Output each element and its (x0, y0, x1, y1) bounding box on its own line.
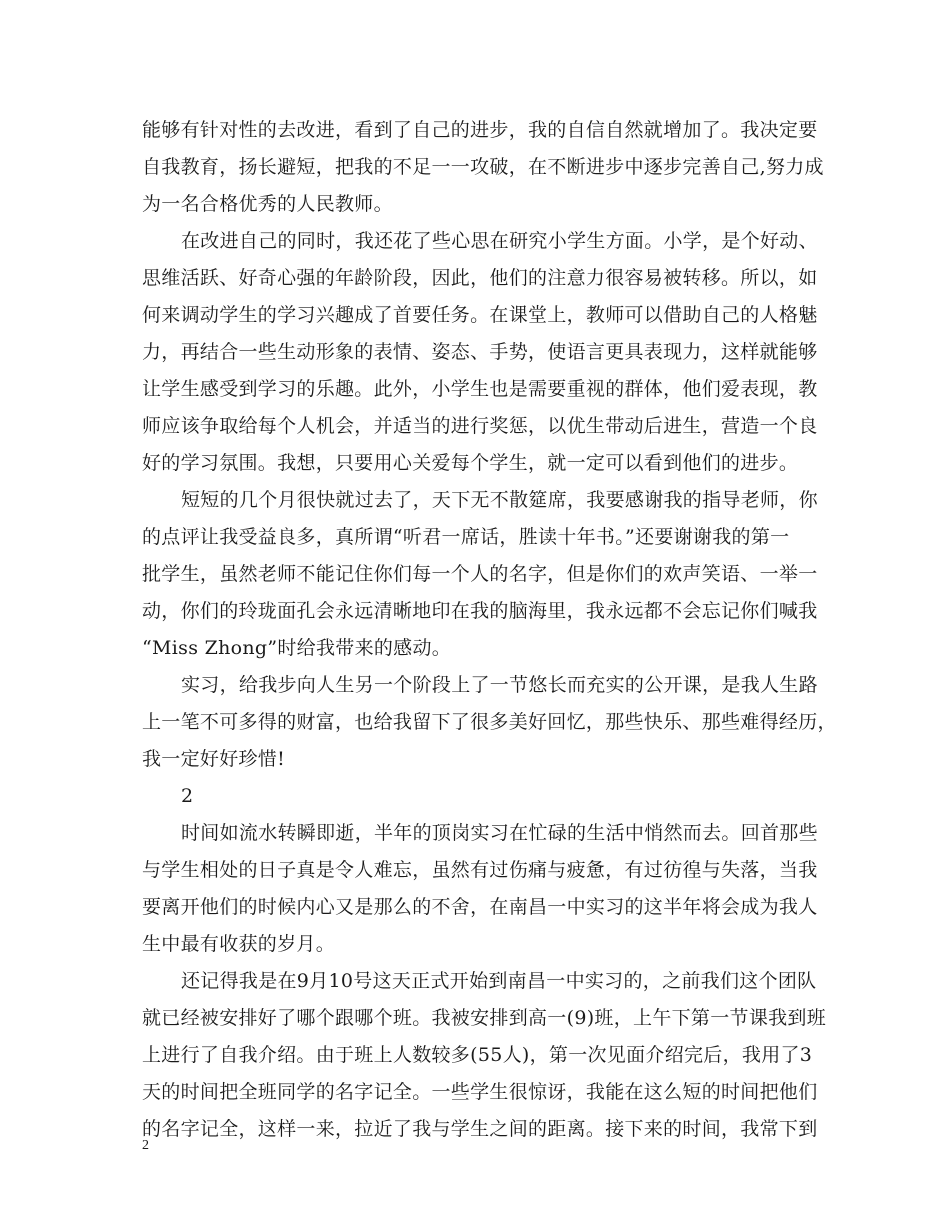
paragraph-start-line: 实习，给我步向人生另一个阶段上了一节悠长而充实的公开课，是我人生路 (181, 674, 818, 696)
text-line: 我一定好好珍惜! (142, 748, 286, 770)
text-line: 力，再结合一些生动形象的表情、姿态、手势，使语言更具表现力，这样就能够 (142, 341, 818, 363)
paragraph-start-line: 在改进自己的同时，我还花了些心思在研究小学生方面。小学，是个好动、 (181, 230, 818, 252)
text-line: 就已经被安排好了哪个跟哪个班。我被安排到高一(9)班，上午下第一节课我到班 (142, 1007, 827, 1029)
paragraph-start-line: 短短的几个月很快就过去了，天下无不散筵席，我要感谢我的指导老师，你 (181, 489, 818, 511)
text-line: 何来调动学生的学习兴趣成了首要任务。在课堂上，教师可以借助自己的人格魅 (142, 304, 818, 326)
text-line: 生中最有收获的岁月。 (142, 933, 336, 955)
text-line: 上一笔不可多得的财富，也给我留下了很多美好回忆，那些快乐、那些难得经历， (142, 711, 837, 733)
text-line: 批学生，虽然老师不能记住你们每一个人的名字，但是你们的欢声笑语、一举一 (142, 563, 818, 585)
text-line: 动，你们的玲珑面孔会永远清晰地印在我的脑海里，我永远都不会忘记你们喊我 (142, 600, 818, 622)
text-line: 要离开他们的时候内心又是那么的不舍，在南昌一中实习的这半年将会成为我人 (142, 896, 818, 918)
text-line: 上进行了自我介绍。由于班上人数较多(55人)，第一次见面介绍完后，我用了3 (142, 1044, 813, 1066)
text-line: 天的时间把全班同学的名字记全。一些学生很惊讶，我能在这么短的时间把他们 (142, 1081, 818, 1103)
text-line: 自我教育，扬长避短，把我的不足一一攻破，在不断进步中逐步完善自己,努力成 (142, 156, 824, 178)
text-line: 好的学习氛围。我想，只要用心关爱每个学生，就一定可以看到他们的进步。 (142, 452, 799, 474)
paragraph-start-line: 时间如流水转瞬即逝，半年的顶岗实习在忙碌的生活中悄然而去。回首那些 (181, 822, 818, 844)
text-line: 的点评让我受益良多，真所谓“听君一席话，胜读十年书。”还要谢谢我的第一 (142, 526, 790, 548)
text-line: 能够有针对性的去改进，看到了自己的进步，我的自信自然就增加了。我决定要 (142, 119, 818, 141)
page-number: 2 (142, 1138, 149, 1153)
text-line: 与学生相处的日子真是令人难忘，虽然有过伤痛与疲惫，有过彷徨与失落，当我 (142, 859, 818, 881)
text-line: 思维活跃、好奇心强的年龄阶段，因此，他们的注意力很容易被转移。所以，如 (142, 267, 818, 289)
section-number: 2 (181, 785, 194, 807)
text-line: “Miss Zhong”时给我带来的感动。 (142, 637, 452, 659)
text-line: 让学生感受到学习的乐趣。此外，小学生也是需要重视的群体，他们爱表现，教 (142, 378, 818, 400)
paragraph-start-line: 还记得我是在9月10号这天正式开始到南昌一中实习的，之前我们这个团队 (181, 970, 817, 992)
text-line: 师应该争取给每个人机会，并适当的进行奖惩，以优生带动后进生，营造一个良 (142, 415, 818, 437)
text-line: 的名字记全，这样一来，拉近了我与学生之间的距离。接下来的时间，我常下到 (142, 1118, 818, 1140)
text-line: 为一名合格优秀的人民教师。 (142, 193, 393, 215)
